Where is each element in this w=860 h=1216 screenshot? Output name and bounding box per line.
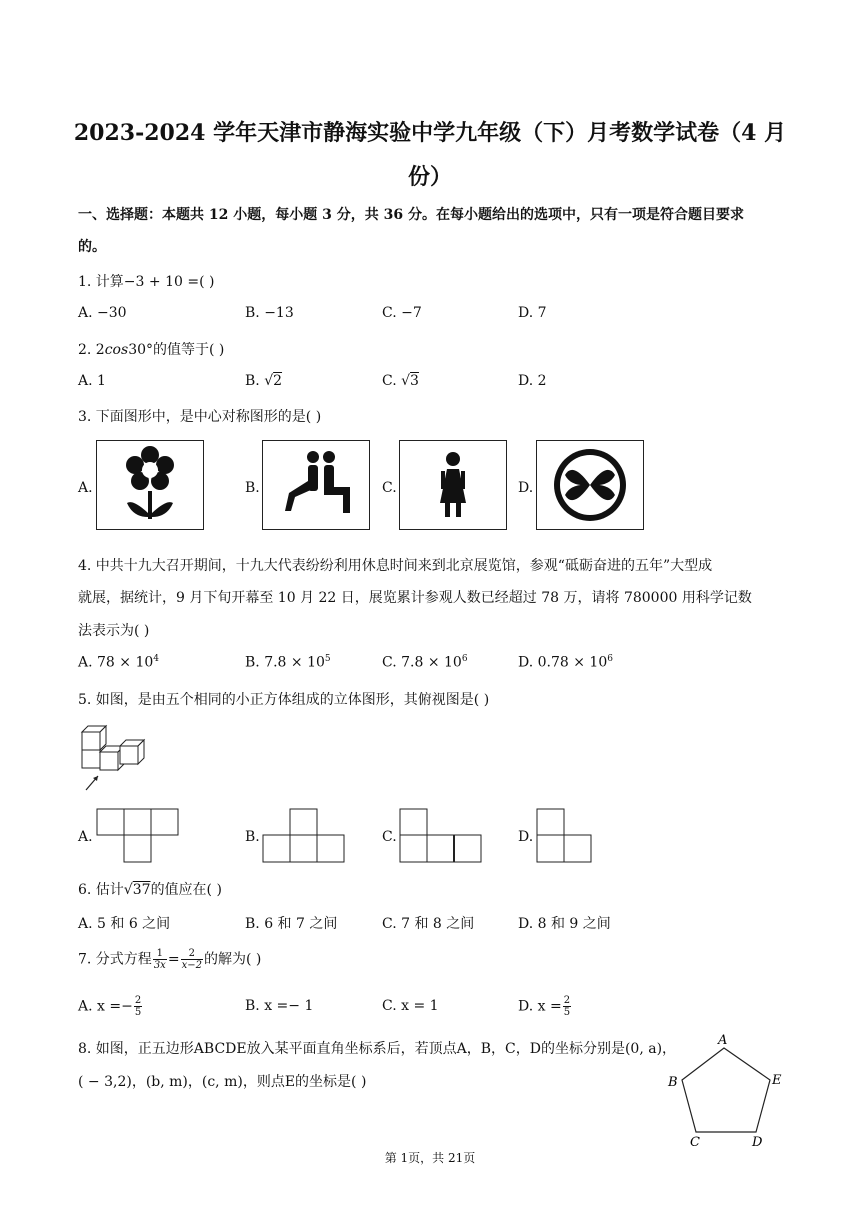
woman-figure (399, 440, 507, 530)
q6-option-b: B. 6 和 7 之间 (245, 916, 338, 932)
question-7-stem: 7. 分式方程 $\frac{1}{3x}$ = $\frac{2}{x-2}$ 的解为( ) (78, 948, 262, 971)
q1-option-d: D. 7 (518, 305, 547, 321)
q7-option-d: D. x = $\frac{2}{5}$ (518, 995, 571, 1018)
q2-option-a: A. 1 (78, 373, 106, 389)
q2-option-d: D. 2 (518, 373, 547, 389)
q7-option-b: B. x =− 1 (245, 998, 314, 1014)
section-heading: 一、选择题：本题共 12 小题，每小题 3 分，共 36 分。在每小题给出的选项中，只有一项是符合题目要求 (78, 207, 744, 223)
question-2-stem: 2. 2cos30°的值等于( ) (78, 342, 225, 358)
question-8-line2: ( − 3,2)，(b, m)，(c, m)，则点E的坐标是( ) (78, 1074, 367, 1090)
q2-option-b: B. √2 (245, 373, 283, 389)
vertex-a-label: A (718, 1033, 728, 1048)
question-3-stem: 3. 下面图形中，是中心对称图形的是( ) (78, 409, 322, 425)
q1-option-a: A. −30 (78, 305, 127, 321)
vertex-d-label: D (752, 1135, 763, 1150)
q5-option-a: A. (78, 829, 93, 845)
q7-option-c: C. x = 1 (382, 998, 439, 1014)
page-footer: 第 1页，共 21页 (384, 1151, 476, 1165)
section-heading-cont: 的。 (78, 239, 106, 255)
question-6-stem: 6. 估计√37的值应在( ) (78, 882, 222, 898)
q6-option-a: A. 5 和 6 之间 (78, 916, 171, 932)
question-4-line3: 法表示为( ) (78, 623, 150, 639)
question-4-line2: 就展，据统计，9 月下旬开幕至 10 月 22 日，展览累计参观人数已经超过 78 万，请将 780000 用科学记数 (78, 590, 752, 606)
seated-people-figure (262, 440, 370, 530)
q6-option-c: C. 7 和 8 之间 (382, 916, 475, 932)
q4-option-a: A. $78 \times 10^4$ (78, 654, 160, 671)
q4-option-b: B. $7.8 \times 10^5$ (245, 654, 331, 671)
q6-option-d: D. 8 和 9 之间 (518, 916, 611, 932)
q3-option-a: A. (78, 480, 93, 496)
top-view-d (536, 808, 596, 868)
q2-option-c: C. √3 (382, 373, 419, 389)
question-5-stem: 5. 如图，是由五个相同的小正方体组成的立体图形，其俯视图是( ) (78, 692, 490, 708)
top-view-c (399, 808, 483, 868)
q4-option-c: C. $7.8 \times 10^6$ (382, 654, 468, 671)
vertex-b-label: B (668, 1075, 678, 1090)
top-view-b (262, 808, 346, 868)
exam-title-line2: 份） (407, 164, 452, 190)
pentagon-figure (660, 1030, 790, 1154)
q5-option-c: C. (382, 829, 397, 845)
question-4-line1: 4. 中共十九大召开期间，十九大代表纷纷利用休息时间来到北京展览馆，参观“砥砺奋进的五年”大型成 (78, 558, 713, 574)
q3-option-b: B. (245, 480, 260, 496)
top-view-a (96, 808, 180, 868)
q7-option-a: A. x =− $\frac{2}{5}$ (78, 995, 142, 1018)
q3-option-c: C. (382, 480, 397, 496)
flower-figure (96, 440, 204, 530)
q4-option-d: D. $0.78 \times 10^6$ (518, 654, 613, 671)
q1-option-c: C. −7 (382, 305, 422, 321)
exam-title-line1: 2023-2024 学年天津市静海实验中学九年级（下）月考数学试卷（4 月 (73, 120, 787, 146)
vertex-c-label: C (690, 1135, 700, 1150)
vertex-e-label: E (772, 1073, 782, 1088)
cubes-figure (78, 722, 158, 798)
q3-option-d: D. (518, 480, 534, 496)
question-8-line1: 8. 如图，正五边形ABCDE放入某平面直角坐标系后，若顶点A，B，C，D的坐标分别是(0, a)， (78, 1041, 677, 1057)
q5-option-d: D. (518, 829, 534, 845)
q5-option-b: B. (245, 829, 260, 845)
circle-pattern-figure (536, 440, 644, 530)
q1-option-b: B. −13 (245, 305, 294, 321)
question-1-stem: 1. 计算−3 + 10 =( ) (78, 274, 215, 290)
